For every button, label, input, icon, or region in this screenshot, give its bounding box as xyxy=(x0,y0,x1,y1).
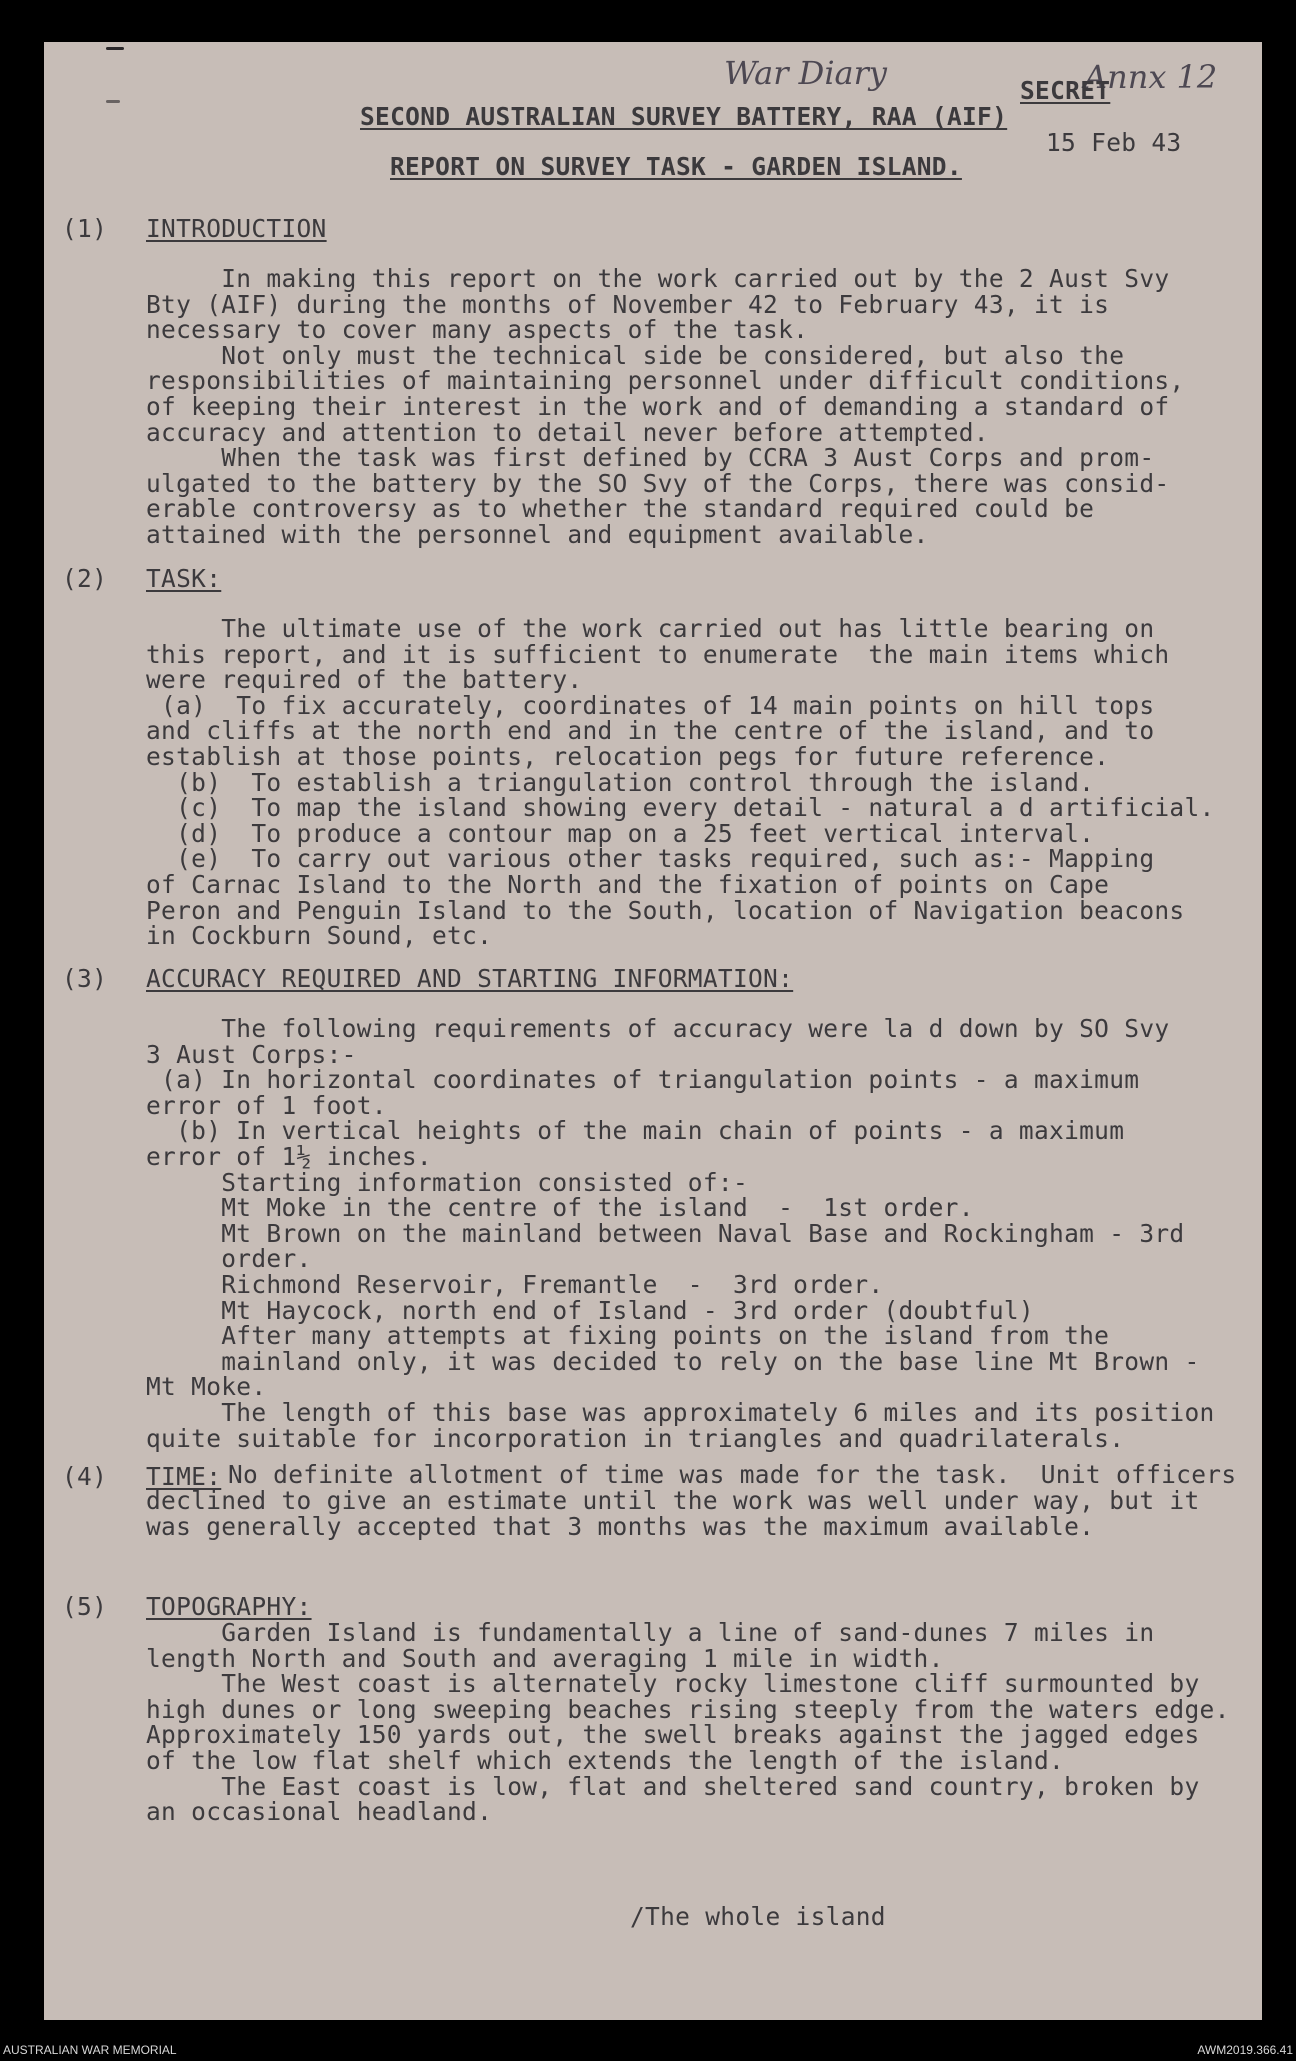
continuation-note: /The whole island xyxy=(630,1902,886,1931)
paragraph-line: declined to give an estimate until the work was well under way, but it xyxy=(146,1486,1200,1515)
paragraph-line: Mt Haycock, north end of Island - 3rd order (doubtful) xyxy=(146,1295,1034,1325)
paragraph-line: Mt Brown on the mainland between Naval Base and Rockingham - 3rd xyxy=(146,1218,1185,1248)
paragraph-line: The West coast is alternately rocky limestone cliff surmounted by xyxy=(146,1669,1200,1699)
paragraph-line: ulgated to the battery by the SO Svy of the Corps, there was consid- xyxy=(146,468,1170,498)
unit-heading: SECOND AUSTRALIAN SURVEY BATTERY, RAA (AIF) xyxy=(360,102,1008,131)
paragraph-line: responsibilities of maintaining personnel under difficult conditions, xyxy=(146,366,1185,396)
paragraph-line: Starting information consisted of:- xyxy=(146,1167,749,1197)
paragraph-line: an occasional headland. xyxy=(146,1797,493,1827)
paragraph-line: of keeping their interest in the work and of demanding a standard of xyxy=(146,392,1170,421)
paragraph-line: (b) In vertical heights of the main chain of points - a maximum xyxy=(146,1116,1125,1146)
paragraph-line: this report, and it is sufficient to enumerate the main items which xyxy=(146,639,1170,669)
paragraph-line: The following requirements of accuracy were la d down by SO Svy xyxy=(146,1014,1170,1043)
section-heading: INTRODUCTION xyxy=(146,214,327,243)
section-number: (4) xyxy=(62,1462,108,1491)
paragraph-line: Richmond Reservoir, Fremantle - 3rd order. xyxy=(146,1270,884,1299)
section-number: (5) xyxy=(62,1592,108,1621)
paragraph-line: Bty (AIF) during the months of November 42 to February 43, it is xyxy=(146,289,1110,319)
handwritten-annex-number: Annx 12 xyxy=(1084,58,1218,96)
paragraph-line: (c) To map the island showing every detail - natural a d artificial. xyxy=(146,793,1215,823)
binder-mark xyxy=(106,47,124,50)
paragraph-line: were required of the battery. xyxy=(146,665,583,695)
report-title: REPORT ON SURVEY TASK - GARDEN ISLAND. xyxy=(390,152,962,181)
paragraph-line: high dunes or long sweeping beaches rising steeply from the waters edge. xyxy=(146,1694,1230,1724)
paragraph-line: Not only must the technical side be considered, but also the xyxy=(146,340,1125,370)
section-heading: TOPOGRAPHY: xyxy=(146,1592,312,1621)
section-heading: TIME: xyxy=(146,1462,222,1491)
paragraph-line: erable controversy as to whether the standard required could be xyxy=(146,494,1095,524)
paragraph-line: (a) In horizontal coordinates of triangulation points - a maximum xyxy=(146,1065,1140,1095)
paragraph-line: of the low flat shelf which extends the length of the island. xyxy=(146,1746,1065,1775)
paragraph-line: necessary to cover many aspects of the task. xyxy=(146,315,809,345)
archive-label: AUSTRALIAN WAR MEMORIAL xyxy=(3,2043,177,2057)
paragraph-line: The length of this base was approximately 6 miles and its position xyxy=(146,1398,1215,1427)
paragraph-line: attained with the personnel and equipment available. xyxy=(146,520,929,549)
paragraph-line: Garden Island is fundamentally a line of sand-dunes 7 miles in xyxy=(146,1618,1155,1647)
section-heading: TASK: xyxy=(146,564,222,593)
paragraph-line: (e) To carry out various other tasks required, such as:- Mapping xyxy=(146,844,1155,874)
paragraph-line: Approximately 150 yards out, the swell breaks against the jagged edges xyxy=(146,1720,1200,1750)
paragraph-line: quite suitable for incorporation in triangles and quadrilaterals. xyxy=(146,1423,1125,1453)
section-number: (2) xyxy=(62,564,108,593)
archive-reference: AWM2019.366.41 xyxy=(1197,2043,1293,2057)
document-date: 15 Feb 43 xyxy=(1046,128,1182,157)
paragraph-line: accuracy and attention to detail never before attempted. xyxy=(146,417,989,447)
classification-marking: SECRET xyxy=(1020,76,1111,105)
paragraph-line: error of 1 foot. xyxy=(146,1090,387,1120)
paragraph-line: mainland only, it was decided to rely on the base line Mt Brown - xyxy=(146,1346,1200,1376)
paragraph-line: In making this report on the work carried out by the 2 Aust Svy xyxy=(146,264,1170,293)
paragraph-line: error of 1½ inches. xyxy=(146,1142,432,1171)
section-number: (1) xyxy=(62,214,108,243)
paragraph-line: length North and South and averaging 1 mile in width. xyxy=(146,1643,944,1673)
paragraph-line: Mt Moke. xyxy=(146,1372,267,1402)
paragraph-line: The ultimate use of the work carried out has little bearing on xyxy=(146,614,1155,643)
paragraph-line: was generally accepted that 3 months was the maximum available. xyxy=(146,1511,1095,1541)
paragraph-line: 3 Aust Corps:- xyxy=(146,1039,357,1069)
paragraph-line: Mt Moke in the centre of the island - 1st order. xyxy=(146,1193,974,1223)
binder-mark xyxy=(106,100,120,103)
paragraph-line: establish at those points, relocation pegs for future reference. xyxy=(146,742,1110,771)
section-heading: ACCURACY REQUIRED AND STARTING INFORMATION: xyxy=(146,964,794,993)
section-number: (3) xyxy=(62,964,108,993)
paragraph-line: and cliffs at the north end and in the centre of the island, and to xyxy=(146,716,1155,746)
paragraph-line: (b) To establish a triangulation control through the island. xyxy=(146,767,1095,797)
paragraph-line: of Carnac Island to the North and the fixation of points on Cape xyxy=(146,870,1110,899)
paragraph-line: After many attempts at fixing points on the island from the xyxy=(146,1321,1110,1351)
document-page xyxy=(44,42,1262,2020)
paragraph-line: in Cockburn Sound, etc. xyxy=(146,921,493,951)
paragraph-line: (d) To produce a contour map on a 25 feet vertical interval. xyxy=(146,818,1095,848)
paragraph-line: The East coast is low, flat and sheltered sand country, broken by xyxy=(146,1771,1200,1801)
paragraph-line: When the task was first defined by CCRA 3 Aust Corps and prom- xyxy=(146,443,1155,473)
paragraph-line: Peron and Penguin Island to the South, location of Navigation beacons xyxy=(146,895,1185,925)
paragraph-line: order. xyxy=(146,1244,312,1274)
paragraph-line: No definite allotment of time was made for the task. Unit officers xyxy=(228,1460,1237,1489)
paragraph-line: (a) To fix accurately, coordinates of 14 main points on hill tops xyxy=(146,690,1155,720)
handwritten-war-diary: War Diary xyxy=(724,54,887,92)
